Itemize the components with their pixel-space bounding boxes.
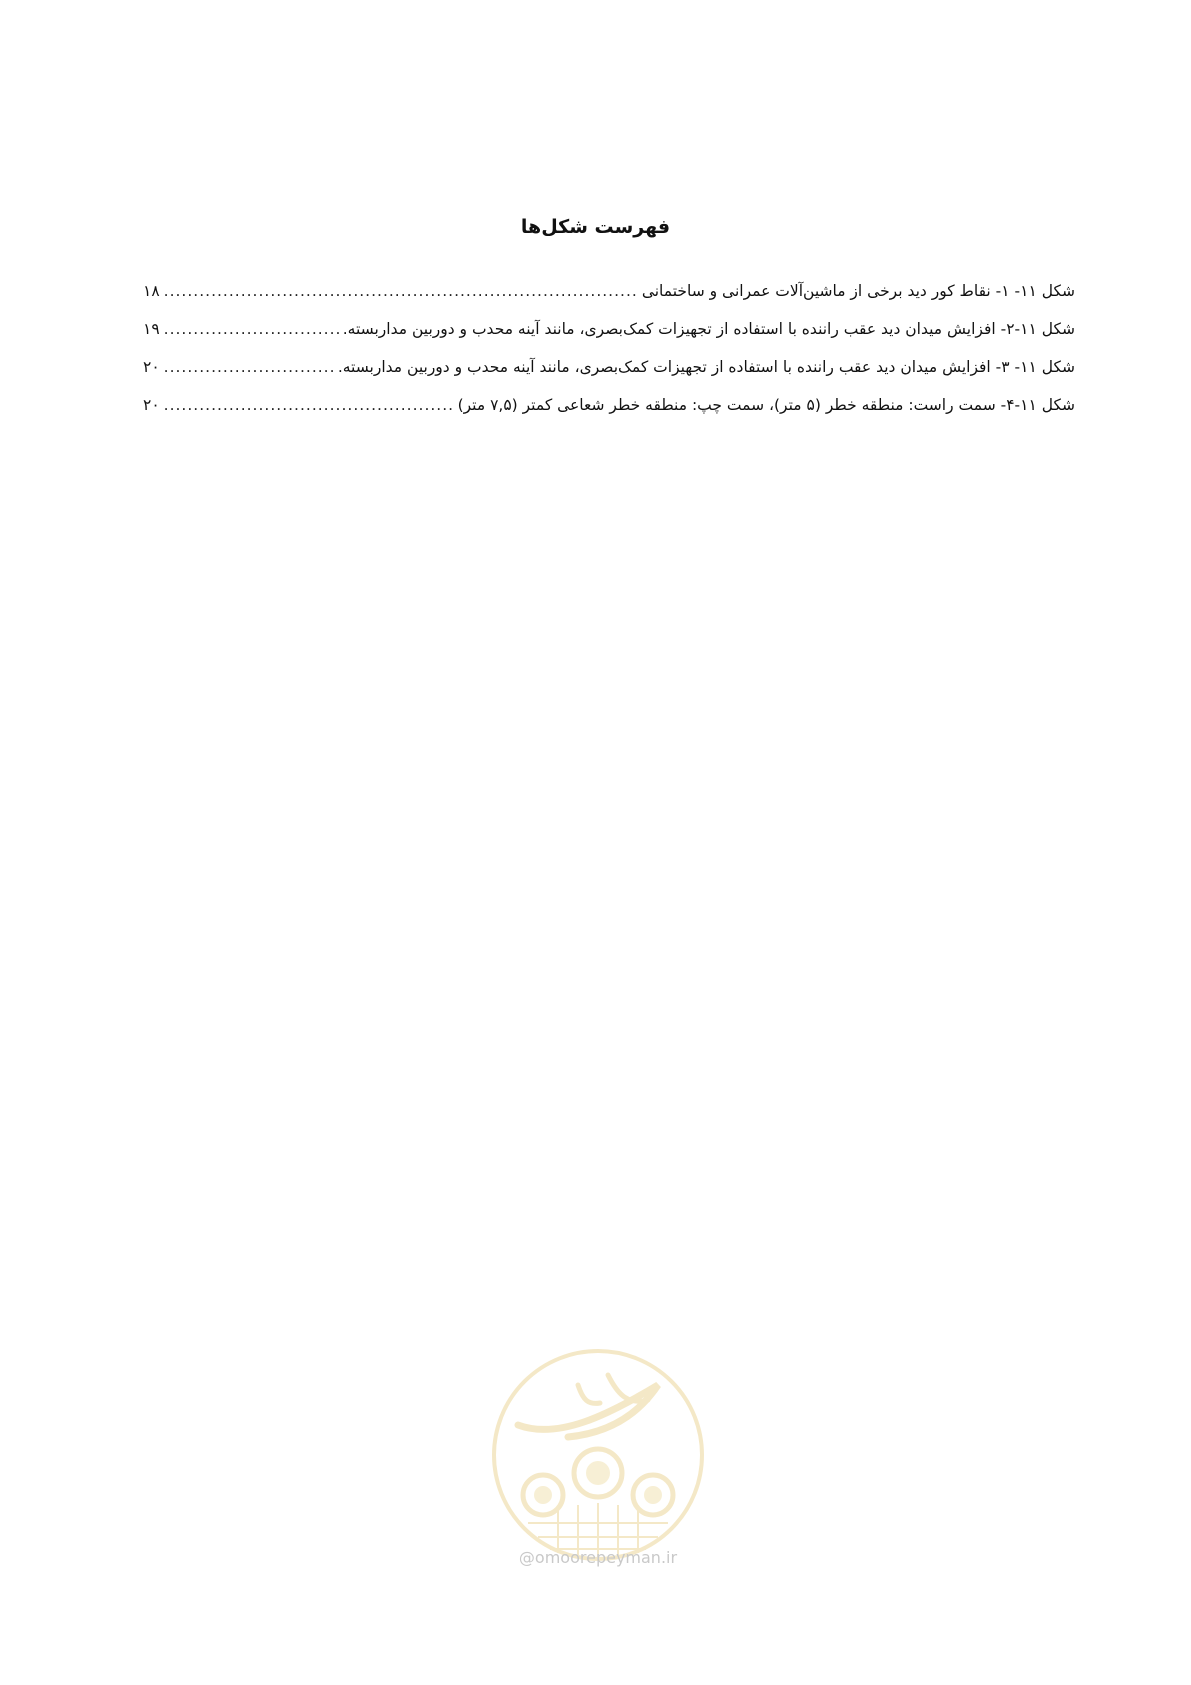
toc-entry-text: شکل ۱۱- ۳- افزایش میدان دید عقب راننده با استفاده از تجهیزات کمک‌بصری، مانند آینه محدب و دوربین مداربسته. xyxy=(337,358,1075,376)
toc-title: فهرست شکل‌ها xyxy=(520,216,671,238)
toc-leader-dots xyxy=(164,310,339,348)
toc-leader-dots xyxy=(164,348,334,386)
toc-entry[interactable] xyxy=(143,272,1075,310)
toc-leader-dots xyxy=(164,386,454,424)
toc-leader-dots xyxy=(164,272,638,310)
toc-entry[interactable] xyxy=(143,386,1075,424)
toc-entry[interactable] xyxy=(143,310,1075,348)
toc-entry-page: ۱۹ xyxy=(143,320,160,338)
toc-entry-page: ۲۰ xyxy=(143,396,160,414)
toc-list xyxy=(143,272,1075,424)
toc-entry-page: ۱۸ xyxy=(143,282,160,300)
toc-entry-text: شکل ۱۱-۴- سمت راست: منطقه خطر (۵ متر)، سمت چپ: منطقه خطر شعاعی کمتر (۷,۵ متر) xyxy=(457,396,1075,414)
toc-entry[interactable] xyxy=(143,348,1075,386)
toc-entry-text: شکل ۱۱- ۱- نقاط کور دید برخی از ماشین‌آلات عمرانی و ساختمانی xyxy=(641,282,1075,300)
toc-entry-page: ۲۰ xyxy=(143,358,160,376)
toc-entry-text: شکل ۱۱-۲- افزایش میدان دید عقب راننده با استفاده از تجهیزات کمک‌بصری، مانند آینه محدب و دوربین مداربسته. xyxy=(342,320,1075,338)
watermark-site-text: @omoorepeyman.ir xyxy=(518,1548,678,1567)
